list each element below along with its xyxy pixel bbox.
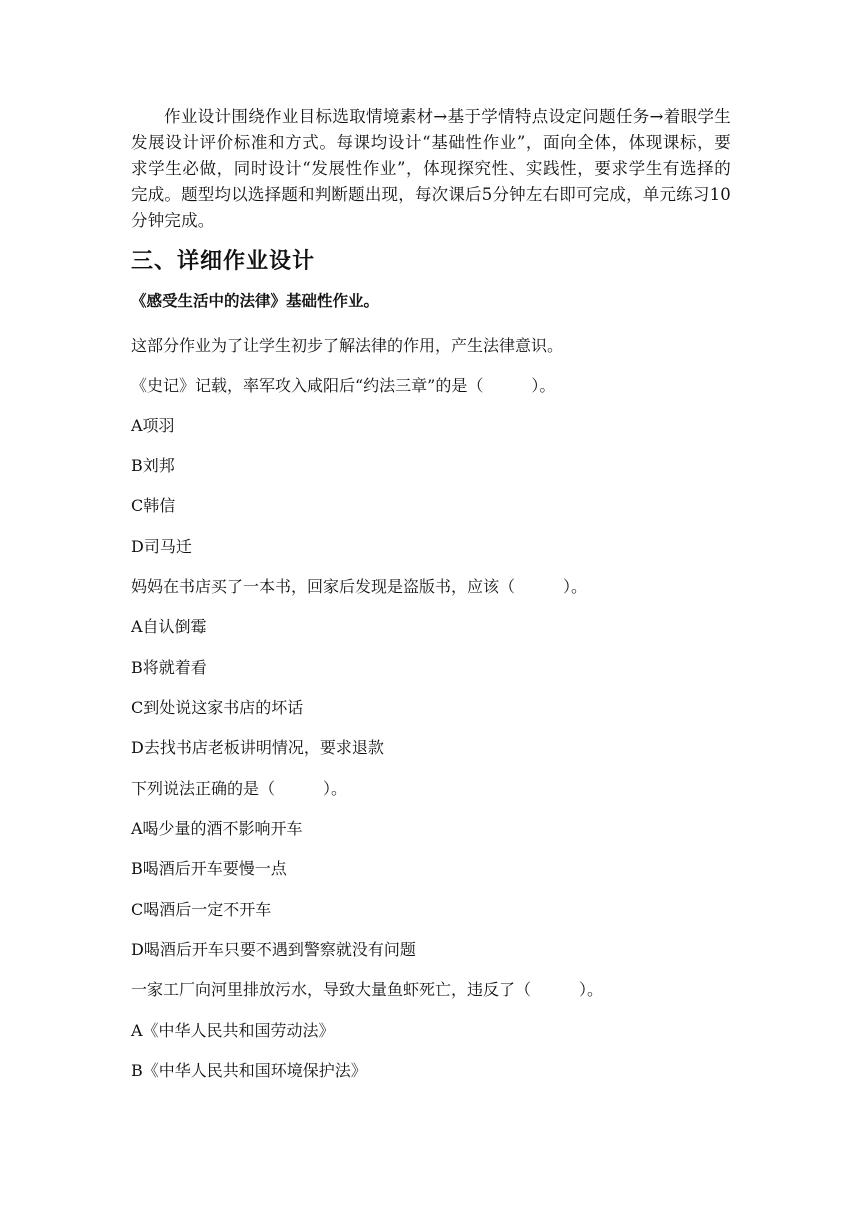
question-3-stem: 下列说法正确的是（ ）。: [131, 779, 348, 798]
question-2-option-d: D去找书店老板讲明情况，要求退款: [131, 738, 384, 757]
question-2-stem: 妈妈在书店买了一本书，回家后发现是盗版书，应该（ ）。: [131, 577, 588, 596]
question-3-option-c: C喝酒后一定不开车: [131, 900, 272, 919]
question-1-option-d: D司马迁: [131, 537, 192, 556]
question-3-option-a: A喝少量的酒不影响开车: [131, 819, 303, 838]
lesson-subtitle: 《感受生活中的法律》基础性作业。: [131, 292, 380, 310]
question-1-option-a: A项羽: [131, 416, 175, 435]
question-4-option-b: B《中华人民共和国环境保护法》: [131, 1061, 367, 1080]
question-1-option-b: B刘邦: [131, 456, 175, 475]
question-3-option-d: D喝酒后开车只要不遇到警察就没有问题: [131, 940, 416, 959]
purpose-text: 这部分作业为了让学生初步了解法律的作用，产生法律意识。: [131, 336, 564, 355]
question-2-option-c: C到处说这家书店的坏话: [131, 698, 304, 717]
question-4-stem: 一家工厂向河里排放污水，导致大量鱼虾死亡，违反了（ ）。: [131, 980, 604, 999]
intro-paragraph: 作业设计围绕作业目标选取情境素材→基于学情特点设定问题任务→着眼学生发展设计评价标准和方式。每课均设计“基础性作业”，面向全体，体现课标，要求学生必做，同时设计“发展性作业”，体现探究性、实践性，要求学生有选择的完成。题型均以选择题和判断题出现，每次课后5分钟左右即可完成，单元练习10分钟完成。: [131, 107, 731, 230]
question-3-option-b: B喝酒后开车要慢一点: [131, 859, 287, 878]
question-2-option-b: B将就着看: [131, 658, 207, 677]
section-title: 三、详细作业设计: [131, 249, 316, 274]
question-1-option-c: C韩信: [131, 496, 176, 515]
question-4-option-a: A《中华人民共和国劳动法》: [131, 1021, 335, 1040]
question-1-stem: 《史记》记载，率军攻入咸阳后“约法三章”的是（ ）。: [131, 376, 556, 395]
question-2-option-a: A自认倒霉: [131, 617, 207, 636]
